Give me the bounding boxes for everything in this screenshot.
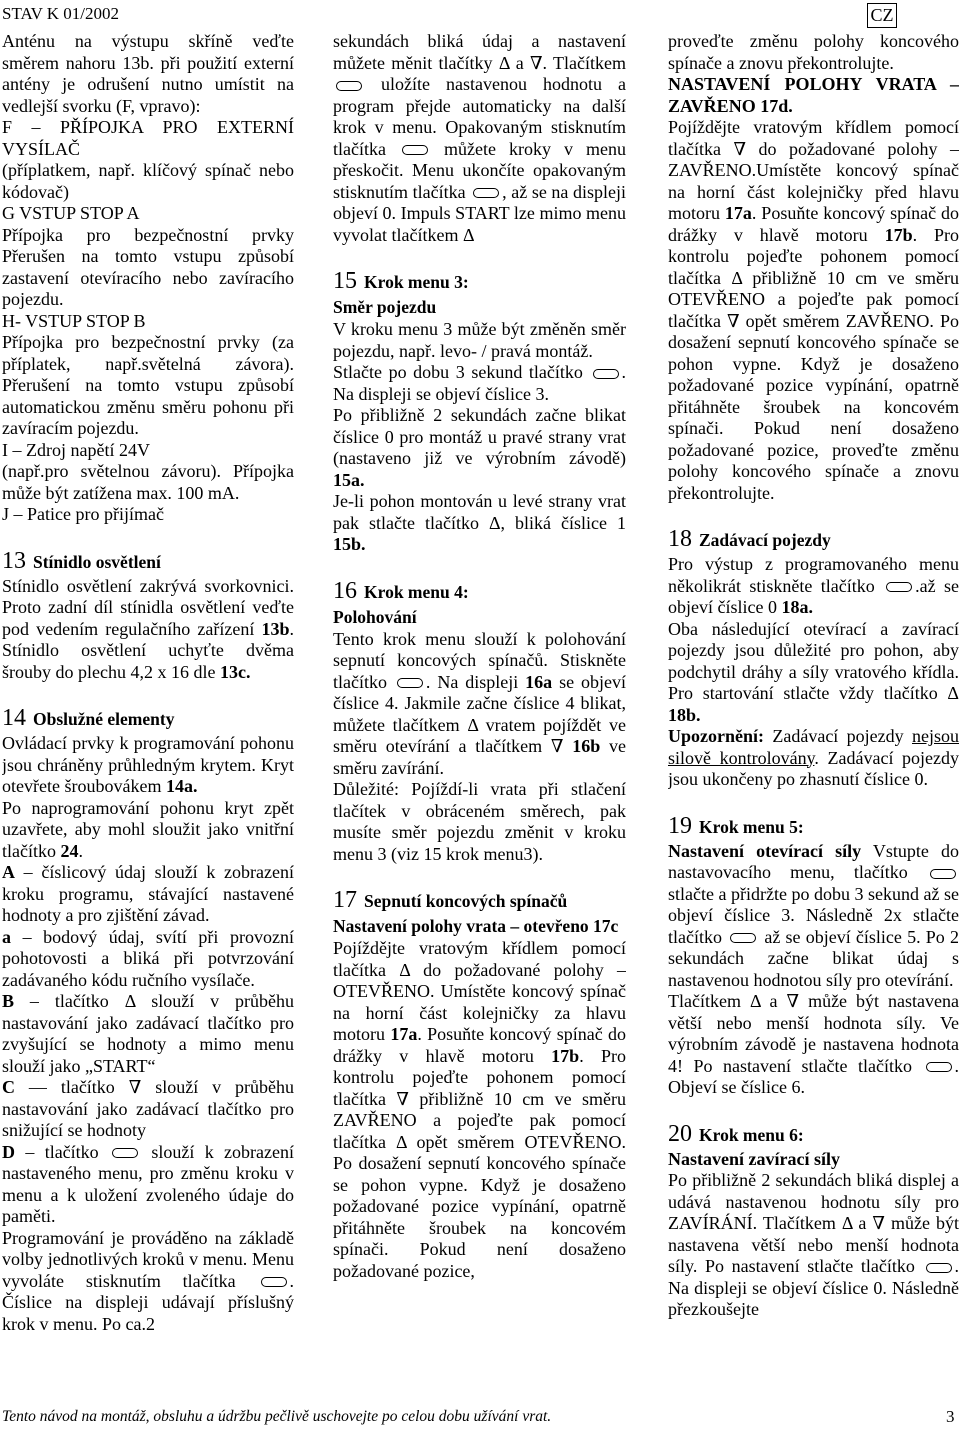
paragraph: [2, 117, 294, 160]
paragraph: [2, 576, 294, 684]
paragraph: [2, 991, 294, 1077]
paragraph: [2, 311, 294, 333]
text-run: . Číslice na displeji udávají příslušný krok v menu. Po ca.2: [2, 1270, 294, 1334]
paragraph: [668, 726, 959, 791]
bold-text: 17a: [390, 1024, 418, 1044]
language-badge: CZ: [867, 3, 897, 28]
section-heading: [333, 578, 626, 629]
oval-button-icon: [261, 1277, 287, 1287]
section-heading: [333, 887, 626, 938]
text-run: se objeví číslice 4. Jakmile začne číslice 4 blikat, můžete tlačítkem Δ vratem pojíždět ve směru otevírání a tlačítkem ∇: [333, 671, 626, 756]
text-column-middle: [333, 31, 626, 1399]
text-run: Zadávací pojezdy: [764, 726, 912, 746]
paragraph: [333, 31, 626, 246]
text-run: . Posuňte koncový spínač do drážky v hlavě motoru: [668, 203, 959, 245]
oval-button-icon: [930, 869, 956, 879]
bold-text: 15b.: [333, 534, 366, 554]
text-run: Ovládací prvky k programování pohonu jsou chráněny průhledným krytem. Kryt otevřete šroubovákem: [2, 733, 294, 796]
text-run: . Stínidlo osvětlení uchyťte dvěma šrouby do plechu 4,2 x 16 dle: [2, 618, 294, 682]
text-run: . Zadávací pojezdy jsou ukončeny po zhasnutí číslice 0.: [668, 747, 959, 789]
text-run: Pojíždějte vratovým křídlem pomocí tlačítka ∇ do požadované polohy – ZAVŘENO.Umístěte koncový spínač na horní část kolejničky před hlavu motoru: [668, 117, 959, 223]
text-run: ve směru zavírání.: [333, 736, 626, 778]
text-run: (příplatkem, např. klíčový spínač nebo kódovač): [2, 160, 294, 202]
paragraph: [2, 160, 294, 203]
section-subtitle: Nastavení polohy vrata – otevřeno 17c: [333, 916, 619, 936]
paragraph: [2, 1077, 294, 1142]
oval-button-icon: [473, 188, 499, 198]
oval-button-icon: [593, 369, 619, 379]
section-heading-line: [668, 526, 959, 554]
text-run: Po naprogramování pohonu kryt zpět uzavřete, aby mohl sloužit jako vnitřní tlačítko: [2, 797, 294, 861]
text-run: Přípojka pro bezpečnostní prvky Přerušen na tomto vstupu způsobí zastavení otevíracího nebo zavíracího pojezdu.: [2, 224, 294, 309]
section-title: Krok menu 3:: [364, 272, 469, 292]
text-run: Po přibližně 2 sekundách začne blikat číslice 0 pro montáž u pravé strany vrat (nastaveno již ve výrobním závodě): [333, 405, 626, 468]
section-title: Krok menu 4:: [364, 581, 469, 602]
paragraph: [2, 504, 294, 526]
paragraph: [2, 1142, 294, 1228]
bold-text: NASTAVENÍ POLOHY VRATA – ZAVŘENO 17d.: [668, 74, 959, 116]
text-run: – číslicový údaj slouží k zobrazení kroku programu, stávající nastavené hodnoty a pro zjištění závad.: [2, 862, 294, 925]
bold-text: 14a.: [165, 776, 198, 796]
section-heading-line: [2, 548, 294, 576]
text-column-left: [2, 31, 294, 1399]
text-run: uložíte nastavenou hodnotu a program přejde automaticky na další krok v menu. Opakovaným stisknutím tlačítka: [333, 74, 626, 159]
text-run: . Na displeji se objeví číslice 0. Následně přezkoušejte: [668, 1256, 959, 1319]
section-number: 16: [333, 577, 357, 604]
text-run: (např.pro světelnou závoru). Přípojka může být zatížena max. 100 mA.: [2, 461, 294, 503]
section-subtitle: Směr pojezdu: [333, 297, 437, 317]
section-heading-line: [333, 578, 626, 606]
paragraph: [2, 440, 294, 462]
section-title: Zadávací pojezdy: [699, 530, 831, 550]
text-run: . Pro kontrolu pojeďte pohonem pomocí tlačítka Δ přibližně 10 cm ve směru OTEVŘENO a pojeďte pak pomocí tlačítka ∇ opět směrem ZAVŘENO. Po dosažení sepnutí koncového spínače se pohon vypne. Když je dosaženo požadované pozice vypínání, opatrně přitáhněte šroubek na koncovém spínači. Pokud není dosaženo požadované pozice, proveďte změnu polohy koncového spínače a znovu překontrolujte.: [668, 224, 959, 503]
section-number: 17: [333, 887, 357, 913]
bold-text: Upozornění:: [668, 726, 764, 746]
paragraph: [333, 491, 626, 556]
bold-text: B: [2, 991, 15, 1011]
text-run: stlačte a přidržte po dobu 3 sekund až se objeví číslice 3. Následně 2x stlačte tlačítko: [668, 883, 959, 947]
bold-text: Nastavení otevírací síly: [668, 840, 862, 861]
paragraph: [668, 74, 959, 117]
text-run: .: [78, 840, 83, 861]
section-number: 20: [668, 1120, 692, 1147]
section-heading-line: [333, 268, 626, 296]
paragraph: [333, 938, 626, 1282]
footer-note: Tento návod na montáž, obsluhu a údržbu pečlivě uschovejte po celou dobu užívání vrat.: [2, 1408, 552, 1425]
paragraph: [2, 461, 294, 504]
text-run: proveďte změnu polohy koncového spínače a znovu překontrolujte.: [668, 31, 959, 73]
text-run: . Pro kontrolu pojeďte pohonem pomocí tlačítka ∇ přibližně 10 cm ve směru ZAVŘENO a pojeďte pak pomocí tlačítka Δ opět směrem OTEVŘENO. Po dosažení sepnutí koncového spínače se pohon vypne. Když je dosaženo požadované pozice vypínání, opatrně přitáhněte šroubek na koncovém spínači. Pokud není dosaženo požadované pozice,: [333, 1045, 626, 1281]
paragraph: [668, 554, 959, 619]
text-run: Vstupte do nastavovacího menu, tlačítko: [668, 840, 959, 882]
text-run: – tlačítko: [15, 1141, 110, 1162]
bold-text: 16a: [525, 671, 553, 692]
paragraph: [333, 362, 626, 405]
section-heading-line: [668, 813, 959, 841]
bold-text: Nastavení zavírací síly: [668, 1148, 840, 1169]
section-title: Krok menu 5:: [699, 816, 804, 837]
text-run: . Objeví se číslice 6.: [668, 1055, 959, 1097]
text-run: Oba následující otevírací a zavírací pojezdy jsou důležité pro pohon, aby podchytil dráhy a síly vratového křídla. Pro startování stlačte vždy tlačítko Δ: [668, 618, 959, 703]
text-run: sekundách bliká údaj a nastavení můžete měnit tlačítky Δ a ∇. Tlačítkem: [333, 31, 626, 73]
paragraph: [668, 619, 959, 727]
paragraph: [2, 927, 294, 992]
text-run: . Na displeji se objeví číslice 3.: [333, 362, 626, 404]
paragraph: [668, 1149, 959, 1171]
paragraph: [333, 405, 626, 491]
section-title: Krok menu 6:: [699, 1124, 804, 1145]
oval-button-icon: [402, 145, 428, 155]
paragraph: [2, 31, 294, 117]
text-run: Je-li pohon montován u levé strany vrat pak stlačte tlačítko Δ, bliká číslice 1: [333, 491, 626, 533]
section-heading: [333, 268, 626, 319]
section-number: 15: [333, 268, 357, 294]
text-run: slouží k zobrazení nastaveného menu, pro změnu kroku v menu a k uložení zvoleného údaje do paměti.: [2, 1141, 294, 1226]
text-run: J – Patice pro přijímač: [2, 504, 164, 524]
paragraph: [333, 319, 626, 362]
paragraph: [668, 31, 959, 74]
paragraph: [2, 733, 294, 798]
section-number: 14: [2, 705, 26, 731]
document-code: STAV K 01/2002: [2, 4, 120, 23]
paragraph: [2, 203, 294, 225]
text-run: Stlačte po dobu 3 sekund tlačítko: [333, 362, 590, 382]
paragraph: [668, 117, 959, 504]
text-run: Programování je prováděno na základě volby jednotlivých kroků v menu. Menu vyvoláte stisknutím tlačítka: [2, 1227, 294, 1291]
text-run: , až se na displeji objeví 0. Impuls START lze mimo menu vyvolat tlačítkem Δ: [333, 181, 626, 245]
text-run: .až se objeví číslice 0: [668, 575, 959, 617]
bold-text: A: [2, 862, 15, 882]
text-run: G VSTUP STOP A: [2, 203, 140, 223]
section-title: Sepnutí koncových spínačů: [364, 891, 568, 911]
oval-button-icon: [926, 1263, 952, 1273]
bold-text: 18a.: [781, 597, 813, 617]
text-run: až se objeví číslice 5. Po 2 sekundách začne blikat údaj s nastavenou hodnotou síly pro otevírání.: [668, 926, 959, 990]
text-run: Tlačítkem Δ a ∇ může být nastavena větší nebo menší hodnota síly. Ve výrobním závodě je nastavena hodnota 4! Po nastavení stlačte tlačítko: [668, 991, 959, 1076]
paragraph: [2, 798, 294, 863]
text-run: Stínidlo osvětlení zakrývá svorkovnici. Proto zadní díl stínidla osvětlení veďte pod vedením regulačního zařízení: [2, 575, 294, 639]
text-run: Přípojka pro bezpečnostní prvky (za příplatek, např.světelná závora). Přerušení na tomto vstupu způsobí automatickou změnu směru pohonu při zavíracím pojezdu.: [2, 332, 294, 438]
text-column-right: [668, 31, 959, 1399]
oval-button-icon: [730, 933, 756, 943]
oval-button-icon: [336, 81, 362, 91]
paragraph: [668, 991, 959, 1099]
bold-text: 18b.: [668, 704, 701, 725]
bold-text: 13b: [261, 618, 290, 639]
section-heading-line: [2, 705, 294, 733]
text-run: . Posuňte koncový spínač do drážky v hlavě motoru: [333, 1024, 626, 1066]
bold-text: 24: [60, 840, 79, 861]
section-title: Stínidlo osvětlení: [33, 551, 161, 572]
page-number: 3: [946, 1407, 955, 1426]
section-heading: [2, 705, 294, 733]
bold-text: 16b: [572, 736, 601, 756]
text-run: můžete kroky v menu přeskočit. Menu ukončíte opakovaným stisknutím tlačítka: [333, 138, 626, 202]
section-heading: [668, 813, 959, 841]
section-subtitle: Polohování: [333, 606, 417, 627]
text-run: Anténu na výstupu skříně veďte směrem nahoru 13b. při použití externí antény je odrušení nutno umístit na vedlejší svorku (F, vpravo):: [2, 31, 294, 116]
oval-button-icon: [926, 1062, 952, 1072]
text-run: V kroku menu 3 může být změněn směr pojezdu, např. levo- / pravá montáž.: [333, 319, 626, 361]
text-run: – bodový údaj, svítí při provozní pohotovosti a bliká při potvrzování zadávaného kódu ručního vysílače.: [2, 926, 294, 990]
oval-button-icon: [112, 1148, 138, 1158]
paragraph: [2, 862, 294, 927]
paragraph: [668, 1170, 959, 1321]
oval-button-icon: [397, 678, 423, 688]
bold-text: 13c.: [219, 661, 251, 682]
text-run: Pro výstup z programovaného menu několikrát stiskněte tlačítko: [668, 554, 959, 596]
section-heading: [2, 548, 294, 576]
section-heading: [668, 526, 959, 554]
text-run: — tlačítko ∇ slouží v průběhu nastavování jako zadávací tlačítko pro snižující se hodnoty: [2, 1077, 294, 1140]
paragraph: [333, 779, 626, 865]
paragraph: [2, 225, 294, 311]
bold-text: 17b: [884, 224, 913, 245]
paragraph: [2, 1228, 294, 1336]
section-title: Obslužné elementy: [33, 709, 175, 729]
section-heading-line: [668, 1121, 959, 1149]
paragraph: [2, 332, 294, 440]
section-heading-line: [333, 887, 626, 915]
text-run: – tlačítko Δ slouží v průběhu nastavování jako zadávací tlačítko pro zvyšující se hodnoty a mimo menu slouží jako „START“: [2, 991, 294, 1076]
paragraph: [333, 629, 626, 780]
section-number: 19: [668, 812, 692, 839]
text-run: Pojíždějte vratovým křídlem pomocí tlačítka Δ do požadované polohy – OTEVŘENO. Umístěte koncový spínač na horní část kolejničky za hlavu motoru: [333, 938, 626, 1044]
bold-text: 15a.: [333, 469, 365, 490]
bold-text: D: [2, 1141, 15, 1162]
text-run: Důležité: Pojíždí-li vrata při stlačení tlačítek v obráceném směrech, pak musíte směr pojezdu změnit v kroku menu 3 (viz 15 krok menu3).: [333, 779, 626, 864]
bold-text: 17b: [551, 1045, 580, 1066]
bold-text: C: [2, 1077, 15, 1097]
text-run: Tento krok menu slouží k polohování sepnutí koncových spínačů. Stiskněte tlačítko: [333, 628, 626, 692]
paragraph: [668, 841, 959, 992]
bold-text: a: [2, 926, 11, 947]
section-number: 13: [2, 547, 26, 574]
section-heading: [668, 1121, 959, 1149]
text-run: . Na displeji: [425, 671, 526, 692]
text-run: Po přibližně 2 sekundách bliká displej a udává nastavenou hodnotu síly pro ZAVÍRÁNÍ. Tlačítkem Δ a ∇ může být nastavena větší nebo menší hodnota síly. Po nastavení stlačte tlačítko: [668, 1170, 959, 1276]
text-run: I – Zdroj napětí 24V: [2, 439, 150, 460]
underlined-text: nejsou silově kontrolovány: [668, 726, 959, 768]
section-number: 18: [668, 526, 692, 552]
text-run: F – PŘÍPOJKA PRO EXTERNÍ VYSÍLAČ: [2, 117, 294, 159]
oval-button-icon: [886, 582, 912, 592]
bold-text: 17a: [724, 203, 752, 223]
text-run: H- VSTUP STOP B: [2, 310, 146, 331]
